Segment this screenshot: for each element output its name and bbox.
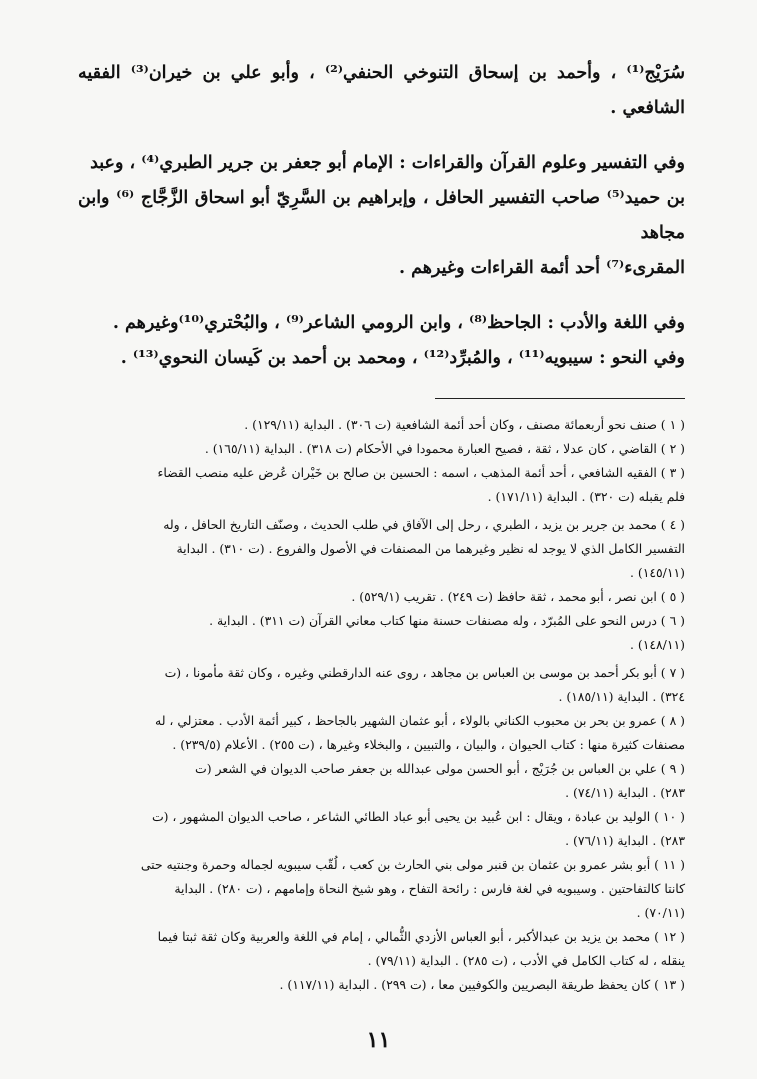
footnote-9-line-2: ٢٨٣) . البداية (٧٤/١١) . xyxy=(565,785,685,800)
footnote-separator xyxy=(435,398,685,399)
main-text xyxy=(78,56,685,376)
footnote-8-line-1: ( ٨ ) عمرو بن بحر بن محبوب الكناني بالولاء ، أبو عثمان الشهير بالجاحظ ، كبير أئمة الأدب . معتزلي ، له xyxy=(155,713,685,728)
footnote-4-line-3: (١٤٥/١١) . xyxy=(629,565,685,580)
footnote-4-line-1: ( ٤ ) محمد بن جرير بن يزيد ، الطبري ، رحل إلى الآفاق في طلب الحديث ، وصنّف التاريخ الحافل ، وله xyxy=(163,517,685,532)
footnote-9-line-1: ( ٩ ) علي بن العباس بن جُرَيْج ، أبو الحسن مولى عبدالله بن جعفر صاحب الديوان في الشعر (ت xyxy=(195,761,685,776)
footnote-2: ( ٢ ) القاضي ، كان عدلا ، ثقة ، فصيح العبارة محمودا في الأحكام (ت ٣١٨) . البداية (١٦٥/١١) . xyxy=(204,441,685,456)
footnote-5: ( ٥ ) ابن نصر ، أبو محمد ، ثقة حافظ (ت ٢٤٩) . تقريب (٥٢٩/١) . xyxy=(351,589,685,604)
paragraph-tafsir-line-1: وفي التفسير وعلوم القرآن والقراءات : الإمام أبو جعفر بن جرير الطبري⁽⁴⁾ ، وعبد xyxy=(90,153,685,173)
footnote-3-line-1: ( ٣ ) الفقيه الشافعي ، أحد أئمة المذهب ، اسمه : الحسين بن صالح بن خَيْران عُرض عليه منصب القضاء xyxy=(157,465,685,480)
paragraph-grammar-line: وفي النحو : سيبويه⁽¹¹⁾ ، والمُبرِّد⁽¹²⁾ ، ومحمد بن أحمد بن كَيسان النحوي⁽¹³⁾ . xyxy=(120,348,685,368)
footnote-11-line-1: ( ١١ ) أبو بشر عمرو بن عثمان بن قنبر مولى بني الحارث بن كعب ، لُقّب سيبويه لجماله وحمرة وجنتيه حتى xyxy=(140,857,685,872)
footnote-1: ( ١ ) صنف نحو أربعمائة مصنف ، وكان أحد أئمة الشافعية (ت ٣٠٦) . البداية (١٢٩/١١) . xyxy=(244,417,685,432)
footnote-12-line-1: ( ١٢ ) محمد بن يزيد بن عبدالأكبر ، أبو العباس الأزدي الثُّمالي ، إمام في اللغة والعربية وكان ثقة ثبتا فيما xyxy=(157,929,685,944)
footnote-10-line-1: ( ١٠ ) الوليد بن عبادة ، ويقال : ابن عُبيد بن يحيى أبو عباد الطائي الشاعر ، صاحب الديوان المشهور ، (ت xyxy=(151,809,685,824)
footnote-13: ( ١٣ ) كان يحفظ طريقة البصريين والكوفيين معا ، (ت ٢٩٩) . البداية (١١٧/١١) . xyxy=(279,977,685,992)
footnote-3-line-2: فلم يقبله (ت ٣٢٠) . البداية (١٧١/١١) . xyxy=(487,489,685,504)
paragraph-tafsir-line-2: بن حميد⁽⁵⁾ صاحب التفسير الحافل ، وإبراهيم بن السَّرِيّ أبو اسحاق الزَّجَّاج ⁽⁶⁾ وابن مجاهد xyxy=(78,188,685,243)
footnote-8-line-2: مصنفات كثيرة منها : كتاب الحيوان ، والبيان ، والتبيين ، والبخلاء وغيرها ، (ت ٢٥٥) . الأعلام (٢٣٩/٥) . xyxy=(172,737,685,752)
footnotes xyxy=(78,413,685,997)
footnote-6-line-1: ( ٦ ) درس النحو على المُبرّد ، وله مصنفات حسنة منها كتاب معاني القرآن (ت ٣١١) . البداية . xyxy=(209,613,685,628)
footnote-7-line-2: ٣٢٤) . البداية (١٨٥/١١) . xyxy=(558,689,685,704)
page-number: ١١ xyxy=(366,1027,391,1053)
footnote-6-line-2: (١٤٨/١١) . xyxy=(629,637,685,652)
paragraph-language-line-1: وفي اللغة والأدب : الجاحظ⁽⁸⁾ ، وابن الرومي الشاعر⁽⁹⁾ ، والبُحْتري⁽¹⁰⁾وغيرهم . xyxy=(112,313,685,333)
paragraph-jurists: سُرَيْج⁽¹⁾ ، وأحمد بن إسحاق التنوخي الحنفي⁽²⁾ ، وأبو علي بن خيران⁽³⁾ الفقيه الشافعي . xyxy=(78,63,685,118)
footnote-4-line-2: التفسير الكامل الذي لا يوجد له نظير وغيرهما من المصنفات في الأصول والفروع . (ت ٣١٠) . البداية xyxy=(176,541,685,556)
footnote-12-line-2: ينقله ، له كتاب الكامل في الأدب ، (ت ٢٨٥) . البداية (٧٩/١١) . xyxy=(367,953,685,968)
footnote-10-line-2: ٢٨٣) . البداية (٧٦/١١) . xyxy=(565,833,685,848)
footnote-7-line-1: ( ٧ ) أبو بكر أحمد بن موسى بن العباس بن مجاهد ، روى عنه الدارقطني وغيره ، وكان ثقة مأمونا ، (ت xyxy=(164,665,685,680)
paragraph-tafsir-line-3: المقرىء⁽⁷⁾ أحد أئمة القراءات وغيرهم . xyxy=(398,258,685,278)
footnote-11-line-2: كانتا كالتفاحتين . وسيبويه في لغة فارس : رائحة التفاح ، وهو شيخ النحاة وإمامهم ، (ت ٢٨٠) . البداية xyxy=(174,881,685,896)
footnote-11-line-3: (٧٠/١١) . xyxy=(636,905,685,920)
